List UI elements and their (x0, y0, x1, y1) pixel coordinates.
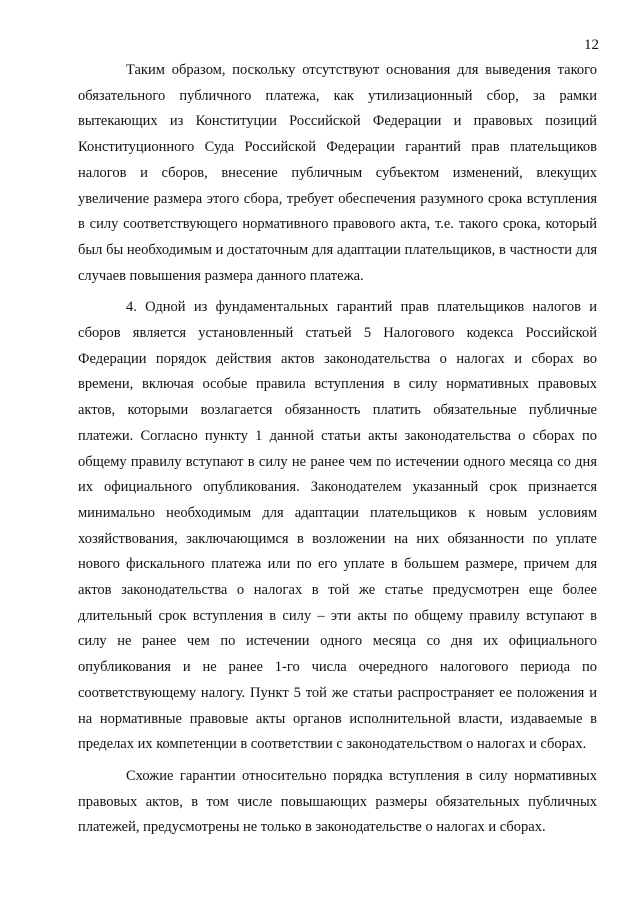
paragraph-conclusion: Таким образом, поскольку отсутствуют основания для выведения такого обязательного публичного платежа, как утилизационный сбор, за рамки вытекающих из Конституции Российской Федерации и правовых позиций Конституционного Суда Российской Федерации гарантий прав плательщиков налогов и сборов, внесение публичным субъектом изменений, влекущих увеличение размера этого сбора, требует обеспечения разумного срока вступления в силу соответствующего нормативного правового акта, т.е. такого срока, который был бы необходимым и достаточным для адаптации плательщиков, в частности для случаев повышения размера данного платежа. (78, 62, 597, 284)
document-body (78, 58, 597, 841)
paragraph-point-4: 4. Одной из фундаментальных гарантий прав плательщиков налогов и сборов является установленный статьей 5 Налогового кодекса Российской Федерации порядок действия актов законодательства о налогах и сборах во времени, включая особые правила вступления в силу нормативных правовых актов, которыми возлагается обязанность платить обязательные публичные платежи. Согласно пункту 1 данной статьи акты законодательства о сборах по общему правилу вступают в силу не ранее чем по истечении одного месяца со дня их официального опубликования. Законодателем указанный срок признается минимально необходимым для адаптации плательщиков к новым условиям хозяйствования, заключающимся в возложении на них обязанности по уплате нового фискального платежа или по его уплате в большем размере, причем для актов законодательства о налогах в той же статье предусмотрен еще более длительный срок вступления в силу – эти акты по общему правилу вступают в силу не ранее чем по истечении одного месяца со дня их официального опубликования и не ранее 1-го числа очередного налогового периода по соответствующему налогу. Пункт 5 той же статьи распространяет ее положения и на нормативные правовые акты органов исполнительной власти, издаваемые в пределах их компетенции в соответствии с законодательством о налогах и сборах. (78, 299, 597, 753)
page-number: 12 (584, 37, 599, 53)
paragraph-similar-guarantees: Схожие гарантии относительно порядка вступления в силу нормативных правовых актов, в том числе повышающих размеры обязательных публичных платежей, предусмотрены не только в законодательстве о налогах и сборах. (78, 767, 597, 836)
